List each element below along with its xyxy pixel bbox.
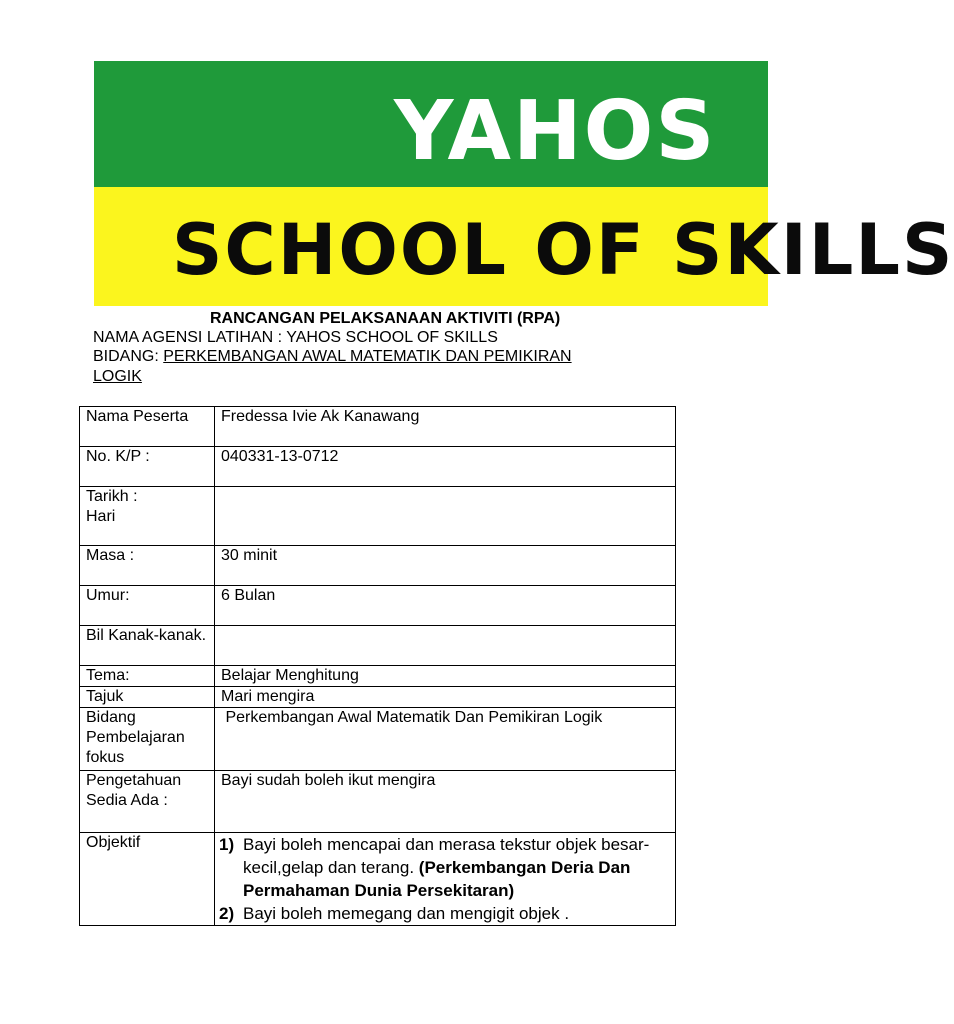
- row-value: 6 Bulan: [215, 586, 676, 626]
- row-label-line: Tarikh :: [86, 488, 138, 505]
- objective-text: Bayi boleh memegang dan mengigit objek .: [243, 904, 570, 923]
- row-label: Pengetahuan Sedia Ada :: [80, 771, 215, 833]
- row-label: Bil Kanak-kanak.: [80, 626, 215, 666]
- row-label: Tema:: [80, 666, 215, 687]
- table-row: [80, 708, 676, 771]
- list-item: [219, 833, 669, 902]
- row-value: Bayi sudah boleh ikut mengira: [215, 771, 676, 833]
- field-prefix: BIDANG:: [93, 348, 164, 365]
- table-row: [80, 487, 676, 546]
- objective-number: 2): [219, 904, 235, 923]
- row-value: [215, 487, 676, 546]
- objective-number: 1): [219, 835, 235, 854]
- agency-line: NAMA AGENSI LATIHAN : YAHOS SCHOOL OF SKILLS: [93, 329, 498, 346]
- banner-title-top: YAHOS: [394, 84, 717, 179]
- row-value: Mari mengira: [215, 687, 676, 708]
- row-label-line: Hari: [86, 508, 116, 525]
- field-value-line1: PERKEMBANGAN AWAL MATEMATIK DAN PEMIKIRAN: [163, 348, 572, 365]
- row-label: Nama Peserta: [80, 407, 215, 447]
- table-row: [80, 546, 676, 586]
- row-value: [215, 833, 676, 926]
- row-value: Fredessa Ivie Ak Kanawang: [215, 407, 676, 447]
- row-label: Objektif: [80, 833, 215, 926]
- row-value: [215, 626, 676, 666]
- table-row: [80, 687, 676, 708]
- objective-bold-text: (Perkembangan Deria Dan Permahaman Dunia Persekitaran): [243, 858, 631, 900]
- field-value-line2: LOGIK: [93, 368, 142, 385]
- row-label: [80, 487, 215, 546]
- row-value: 040331-13-0712: [215, 447, 676, 487]
- row-label: Umur:: [80, 586, 215, 626]
- row-value: 30 minit: [215, 546, 676, 586]
- row-value: Belajar Menghitung: [215, 666, 676, 687]
- table-row: [80, 666, 676, 687]
- field-line-continued: [93, 367, 142, 387]
- row-label: Masa :: [80, 546, 215, 586]
- row-value: Perkembangan Awal Matematik Dan Pemikiran Logik: [215, 708, 676, 771]
- list-item: [219, 902, 669, 925]
- objective-list: [219, 833, 669, 925]
- table-row: [80, 447, 676, 487]
- table-row: [80, 586, 676, 626]
- table-row: [80, 833, 676, 926]
- row-label: Tajuk: [80, 687, 215, 708]
- document-title: RANCANGAN PELAKSANAAN AKTIVITI (RPA): [210, 310, 561, 327]
- table-row: [80, 626, 676, 666]
- field-line: [93, 347, 572, 367]
- row-label: Bidang Pembelajaran fokus: [80, 708, 215, 771]
- row-label: No. K/P :: [80, 447, 215, 487]
- objective-text: Bayi boleh mencapai dan merasa tekstur objek besar-kecil,gelap dan terang.: [243, 835, 650, 877]
- table-row: [80, 771, 676, 833]
- banner-title-bottom: SCHOOL OF SKILLS: [172, 209, 954, 291]
- table-row: [80, 407, 676, 447]
- rpa-table: [79, 406, 676, 926]
- school-banner-logo: [94, 61, 954, 306]
